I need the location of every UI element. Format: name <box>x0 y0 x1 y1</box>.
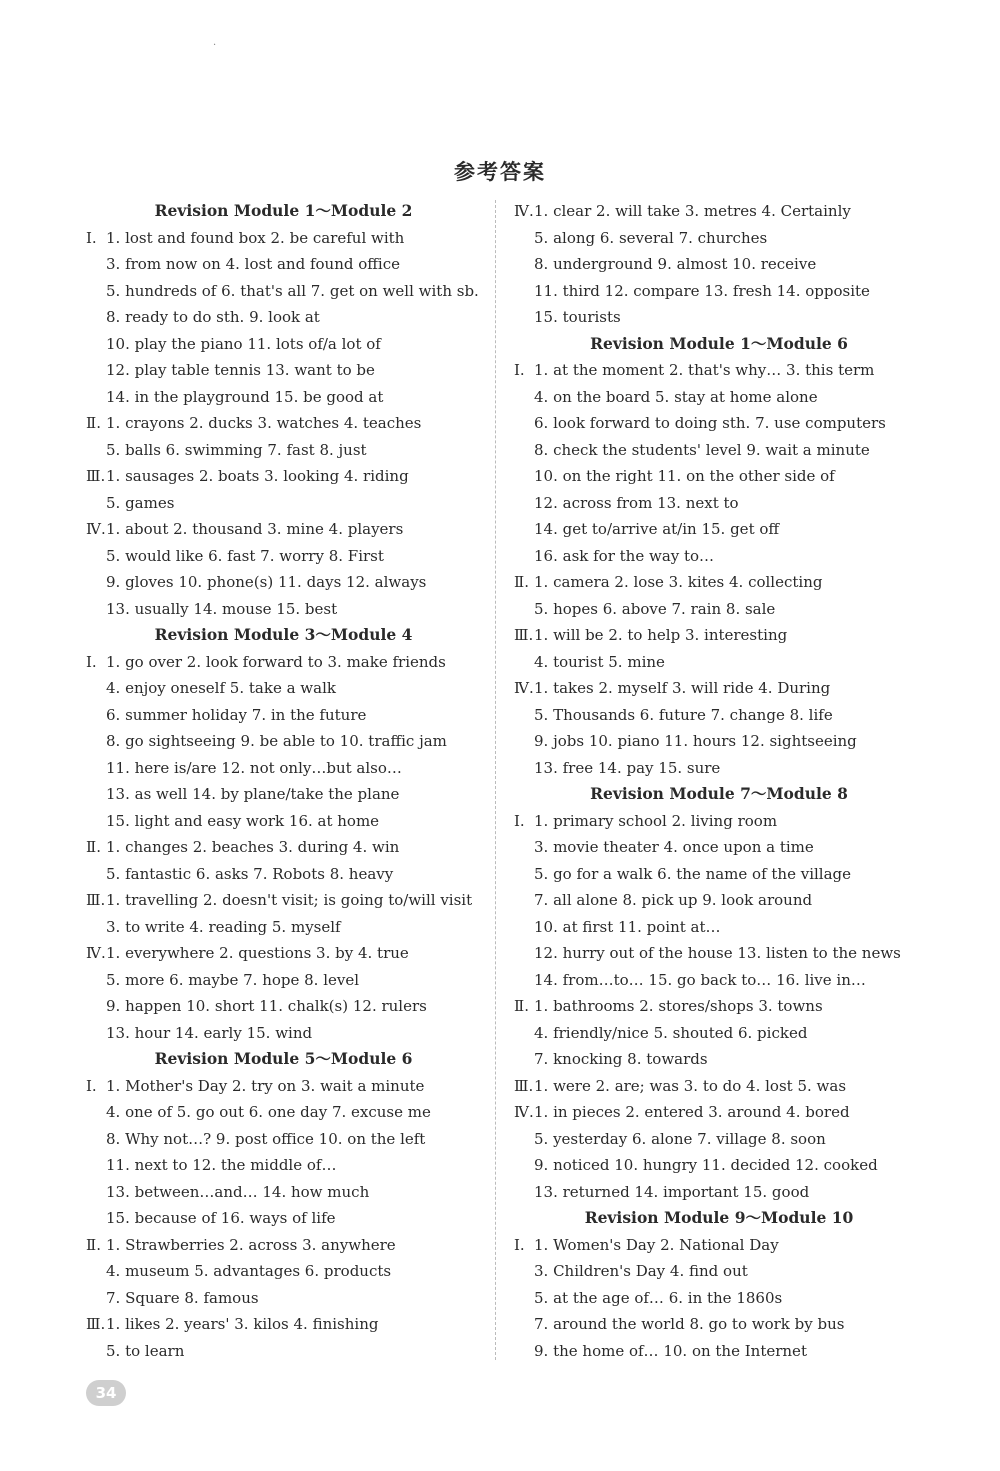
answer-text: 3. from now on 4. lost and found office <box>106 255 400 273</box>
answer-line <box>514 1338 924 1365</box>
answer-line <box>514 1179 924 1206</box>
answer-line <box>86 304 481 331</box>
answer-text: 5. more 6. maybe 7. hope 8. level <box>106 970 360 989</box>
answer-line <box>86 384 481 411</box>
answer-text: 5. games <box>106 493 175 512</box>
answer-text: 16. ask for the way to… <box>534 546 715 565</box>
answer-line <box>514 304 924 331</box>
answer-line <box>86 1020 481 1047</box>
answer-text: 1. everywhere 2. questions 3. by 4. true <box>106 944 409 962</box>
roman-numeral: Ⅲ. <box>86 467 106 485</box>
answer-line <box>86 1099 481 1126</box>
answer-text: 1. changes 2. beaches 3. during 4. win <box>106 838 400 856</box>
roman-numeral: Ⅱ. <box>86 1235 101 1254</box>
answer-line <box>514 1258 924 1285</box>
page-title: 参考答案 <box>454 160 546 184</box>
answer-line <box>514 914 924 941</box>
answer-line <box>514 728 924 755</box>
roman-numeral: Ⅱ. <box>514 573 529 591</box>
answer-line <box>86 1152 481 1179</box>
section-heading: Revision Module 5～Module 6 <box>154 1049 413 1068</box>
answer-text: 3. to write 4. reading 5. myself <box>106 917 341 936</box>
answer-line <box>514 834 924 861</box>
answer-line <box>514 516 924 543</box>
answer-line <box>514 251 924 278</box>
answer-line <box>514 543 924 570</box>
answer-line <box>514 649 924 676</box>
answer-text: 9. noticed 10. hungry 11. decided 12. cooked <box>534 1156 878 1174</box>
answer-line <box>514 622 924 649</box>
answer-column-left <box>86 198 481 1364</box>
answer-text: 11. here is/are 12. not only…but also… <box>106 758 402 777</box>
roman-numeral: Ⅳ. <box>514 1103 534 1121</box>
answer-text: 7. all alone 8. pick up 9. look around <box>534 891 813 909</box>
answer-text: 9. happen 10. short 11. chalk(s) 12. rulers <box>106 997 427 1015</box>
answer-line <box>86 967 481 994</box>
answer-text: 10. on the right 11. on the other side of <box>534 467 835 485</box>
answer-line <box>86 225 481 252</box>
answer-text: 3. movie theater 4. once upon a time <box>534 838 814 856</box>
answer-text: 5. along 6. several 7. churches <box>534 228 768 247</box>
answer-text: 7. Square 8. famous <box>106 1288 259 1307</box>
answer-line <box>86 331 481 358</box>
answer-text: 1. likes 2. years' 3. kilos 4. finishing <box>106 1315 379 1333</box>
answer-text: 15. tourists <box>534 308 621 326</box>
answer-text: 5. hundreds of 6. that's all 7. get on well with sb. <box>106 281 479 300</box>
answer-line <box>514 940 924 967</box>
answer-text: 13. hour 14. early 15. wind <box>106 1023 313 1042</box>
answer-line <box>514 357 924 384</box>
answer-line <box>514 808 924 835</box>
answer-text: 9. jobs 10. piano 11. hours 12. sightseeing <box>534 732 857 750</box>
answer-line <box>86 596 481 623</box>
answer-text: 1. Women's Day 2. National Day <box>534 1235 779 1254</box>
column-divider <box>495 200 496 1360</box>
roman-numeral: Ⅳ. <box>514 679 534 697</box>
section-heading: Revision Module 1～Module 6 <box>590 333 848 353</box>
roman-numeral: Ⅱ. <box>86 838 101 856</box>
answer-line <box>86 834 481 861</box>
roman-numeral: Ⅳ. <box>514 202 534 220</box>
answer-line <box>514 1073 924 1100</box>
answer-line <box>86 1232 481 1259</box>
answer-line <box>514 410 924 437</box>
answer-line <box>86 1126 481 1153</box>
answer-line <box>514 596 924 623</box>
answer-line <box>514 702 924 729</box>
answer-line <box>514 1285 924 1312</box>
answer-text: 10. at first 11. point at… <box>534 917 721 936</box>
answer-line <box>514 490 924 517</box>
answer-line <box>86 516 481 543</box>
answer-line <box>514 1311 924 1338</box>
answer-text: 6. look forward to doing sth. 7. use computers <box>534 414 886 432</box>
answer-line <box>514 967 924 994</box>
answer-line <box>514 755 924 782</box>
answer-line <box>86 808 481 835</box>
answer-line <box>86 914 481 941</box>
roman-numeral: Ⅳ. <box>86 520 106 538</box>
answer-text: 4. on the board 5. stay at home alone <box>534 387 818 406</box>
answer-text: 1. go over 2. look forward to 3. make friends <box>106 652 446 671</box>
answer-text: 1. bathrooms 2. stores/shops 3. towns <box>534 997 823 1015</box>
answer-text: 5. at the age of… 6. in the 1860s <box>534 1288 783 1307</box>
answer-text: 8. ready to do sth. 9. look at <box>106 308 320 326</box>
answer-line <box>86 1258 481 1285</box>
answer-text: 7. knocking 8. towards <box>534 1050 708 1068</box>
answer-line <box>86 1179 481 1206</box>
roman-numeral: Ⅲ. <box>514 1076 534 1095</box>
answer-text: 1. were 2. are; was 3. to do 4. lost 5. was <box>534 1076 847 1095</box>
answer-text: 5. hopes 6. above 7. rain 8. sale <box>534 599 776 618</box>
answer-text: 1. at the moment 2. that's why… 3. this term <box>534 361 875 379</box>
answer-text: 13. between…and… 14. how much <box>106 1182 370 1201</box>
answer-text: 12. play table tennis 13. want to be <box>106 361 375 379</box>
answer-text: 5. would like 6. fast 7. worry 8. First <box>106 546 384 565</box>
roman-numeral: Ⅲ. <box>514 626 534 644</box>
answer-text: 15. light and easy work 16. at home <box>106 811 380 830</box>
top-mark: · <box>213 40 217 51</box>
answer-text: 4. friendly/nice 5. shouted 6. picked <box>534 1023 808 1042</box>
answer-line <box>514 1232 924 1259</box>
answer-text: 12. hurry out of the house 13. listen to the news <box>534 944 901 962</box>
roman-numeral: Ⅰ. <box>514 1235 525 1254</box>
answer-line <box>514 1020 924 1047</box>
answer-line <box>86 569 481 596</box>
answer-text: 5. fantastic 6. asks 7. Robots 8. heavy <box>106 864 394 883</box>
answer-line <box>86 437 481 464</box>
answer-text: 11. third 12. compare 13. fresh 14. opposite <box>534 281 870 300</box>
answer-text: 1. clear 2. will take 3. metres 4. Certainly <box>534 202 851 220</box>
answer-line <box>86 1285 481 1312</box>
answer-text: 1. sausages 2. boats 3. looking 4. riding <box>106 467 409 485</box>
answer-line <box>86 649 481 676</box>
answer-text: 1. will be 2. to help 3. interesting <box>534 626 788 644</box>
answer-line <box>86 1073 481 1100</box>
roman-numeral: Ⅰ. <box>514 811 525 830</box>
answer-line <box>86 993 481 1020</box>
answer-line <box>86 410 481 437</box>
section-heading: Revision Module 1～Module 2 <box>154 201 413 220</box>
section-heading: Revision Module 3～Module 4 <box>154 625 413 644</box>
roman-numeral: Ⅱ. <box>514 997 529 1015</box>
answer-line <box>514 1126 924 1153</box>
answer-text: 4. enjoy oneself 5. take a walk <box>106 679 336 697</box>
answer-line <box>86 1311 481 1338</box>
answer-line <box>514 278 924 305</box>
roman-numeral: Ⅲ. <box>86 1315 106 1333</box>
answer-line <box>514 1099 924 1126</box>
answer-text: 14. from…to… 15. go back to… 16. live in… <box>534 970 866 989</box>
answer-text: 1. about 2. thousand 3. mine 4. players <box>106 520 404 538</box>
answer-text: 10. play the piano 11. lots of/a lot of <box>106 334 381 353</box>
answer-line <box>514 463 924 490</box>
answer-text: 5. balls 6. swimming 7. fast 8. just <box>106 440 367 459</box>
roman-numeral: Ⅰ. <box>514 361 525 379</box>
answer-line <box>86 543 481 570</box>
answer-line <box>86 781 481 808</box>
answer-line <box>514 887 924 914</box>
answer-line <box>86 755 481 782</box>
answer-line <box>86 861 481 888</box>
answer-text: 13. usually 14. mouse 15. best <box>106 599 338 618</box>
answer-text: 14. get to/arrive at/in 15. get off <box>534 520 780 538</box>
answer-line <box>86 463 481 490</box>
answer-text: 1. primary school 2. living room <box>534 811 778 830</box>
answer-text: 1. crayons 2. ducks 3. watches 4. teaches <box>106 414 422 432</box>
roman-numeral: Ⅰ. <box>86 228 97 247</box>
answer-line <box>514 437 924 464</box>
answer-text: 4. museum 5. advantages 6. products <box>106 1262 392 1280</box>
answer-line <box>86 702 481 729</box>
answer-text: 4. tourist 5. mine <box>534 652 665 671</box>
answer-line <box>514 1152 924 1179</box>
answer-text: 1. travelling 2. doesn't visit; is going to/will visit <box>106 891 473 909</box>
answer-text: 8. Why not…? 9. post office 10. on the left <box>106 1129 426 1148</box>
answer-line <box>86 887 481 914</box>
answer-text: 3. Children's Day 4. find out <box>534 1262 748 1280</box>
answer-text: 1. Strawberries 2. across 3. anywhere <box>106 1235 396 1254</box>
answer-line <box>86 278 481 305</box>
answer-line <box>86 1205 481 1232</box>
roman-numeral: Ⅳ. <box>86 944 106 962</box>
answer-line <box>86 728 481 755</box>
answer-text: 6. summer holiday 7. in the future <box>106 705 367 724</box>
answer-line <box>86 1338 481 1365</box>
answer-text: 1. in pieces 2. entered 3. around 4. bored <box>534 1103 850 1121</box>
answer-line <box>514 225 924 252</box>
answer-text: 7. around the world 8. go to work by bus <box>534 1315 845 1333</box>
answer-text: 9. gloves 10. phone(s) 11. days 12. always <box>106 573 427 591</box>
answer-line <box>86 940 481 967</box>
answer-text: 11. next to 12. the middle of… <box>106 1156 337 1174</box>
roman-numeral: Ⅱ. <box>86 414 101 432</box>
answer-column-right <box>514 198 924 1364</box>
roman-numeral: Ⅰ. <box>86 1076 97 1095</box>
page-number: 34 <box>86 1380 126 1406</box>
answer-text: 5. go for a walk 6. the name of the village <box>534 864 852 883</box>
answer-line <box>86 357 481 384</box>
answer-text: 5. to learn <box>106 1341 185 1360</box>
answer-text: 5. Thousands 6. future 7. change 8. life <box>534 705 833 724</box>
answer-line <box>514 569 924 596</box>
roman-numeral: Ⅲ. <box>86 891 106 909</box>
answer-text: 8. go sightseeing 9. be able to 10. traffic jam <box>106 732 447 750</box>
answer-line <box>514 675 924 702</box>
answer-line <box>514 198 924 225</box>
answer-text: 12. across from 13. next to <box>534 493 739 512</box>
roman-numeral: Ⅰ. <box>86 652 97 671</box>
answer-text: 4. one of 5. go out 6. one day 7. excuse me <box>106 1103 431 1121</box>
answer-text: 13. returned 14. important 15. good <box>534 1182 810 1201</box>
section-heading: Revision Module 7～Module 8 <box>590 784 848 803</box>
answer-text: 5. yesterday 6. alone 7. village 8. soon <box>534 1129 826 1148</box>
answer-line <box>86 675 481 702</box>
answer-line <box>514 1046 924 1073</box>
answer-line <box>86 251 481 278</box>
answer-line <box>514 993 924 1020</box>
answer-text: 14. in the playground 15. be good at <box>106 387 384 406</box>
answer-text: 1. lost and found box 2. be careful with <box>106 228 405 247</box>
answer-text: 8. check the students' level 9. wait a minute <box>534 440 870 459</box>
answer-text: 1. Mother's Day 2. try on 3. wait a minute <box>106 1076 425 1095</box>
answer-text: 9. the home of… 10. on the Internet <box>534 1341 807 1360</box>
answer-text: 13. free 14. pay 15. sure <box>534 758 721 777</box>
section-heading: Revision Module 9～Module 10 <box>584 1208 854 1227</box>
answer-line <box>514 861 924 888</box>
answer-text: 1. camera 2. lose 3. kites 4. collecting <box>534 573 823 591</box>
answer-line <box>514 384 924 411</box>
answer-text: 1. takes 2. myself 3. will ride 4. During <box>534 679 831 697</box>
answer-line <box>86 490 481 517</box>
answer-text: 13. as well 14. by plane/take the plane <box>106 785 400 803</box>
answer-text: 15. because of 16. ways of life <box>106 1209 336 1227</box>
answer-text: 8. underground 9. almost 10. receive <box>534 255 817 273</box>
